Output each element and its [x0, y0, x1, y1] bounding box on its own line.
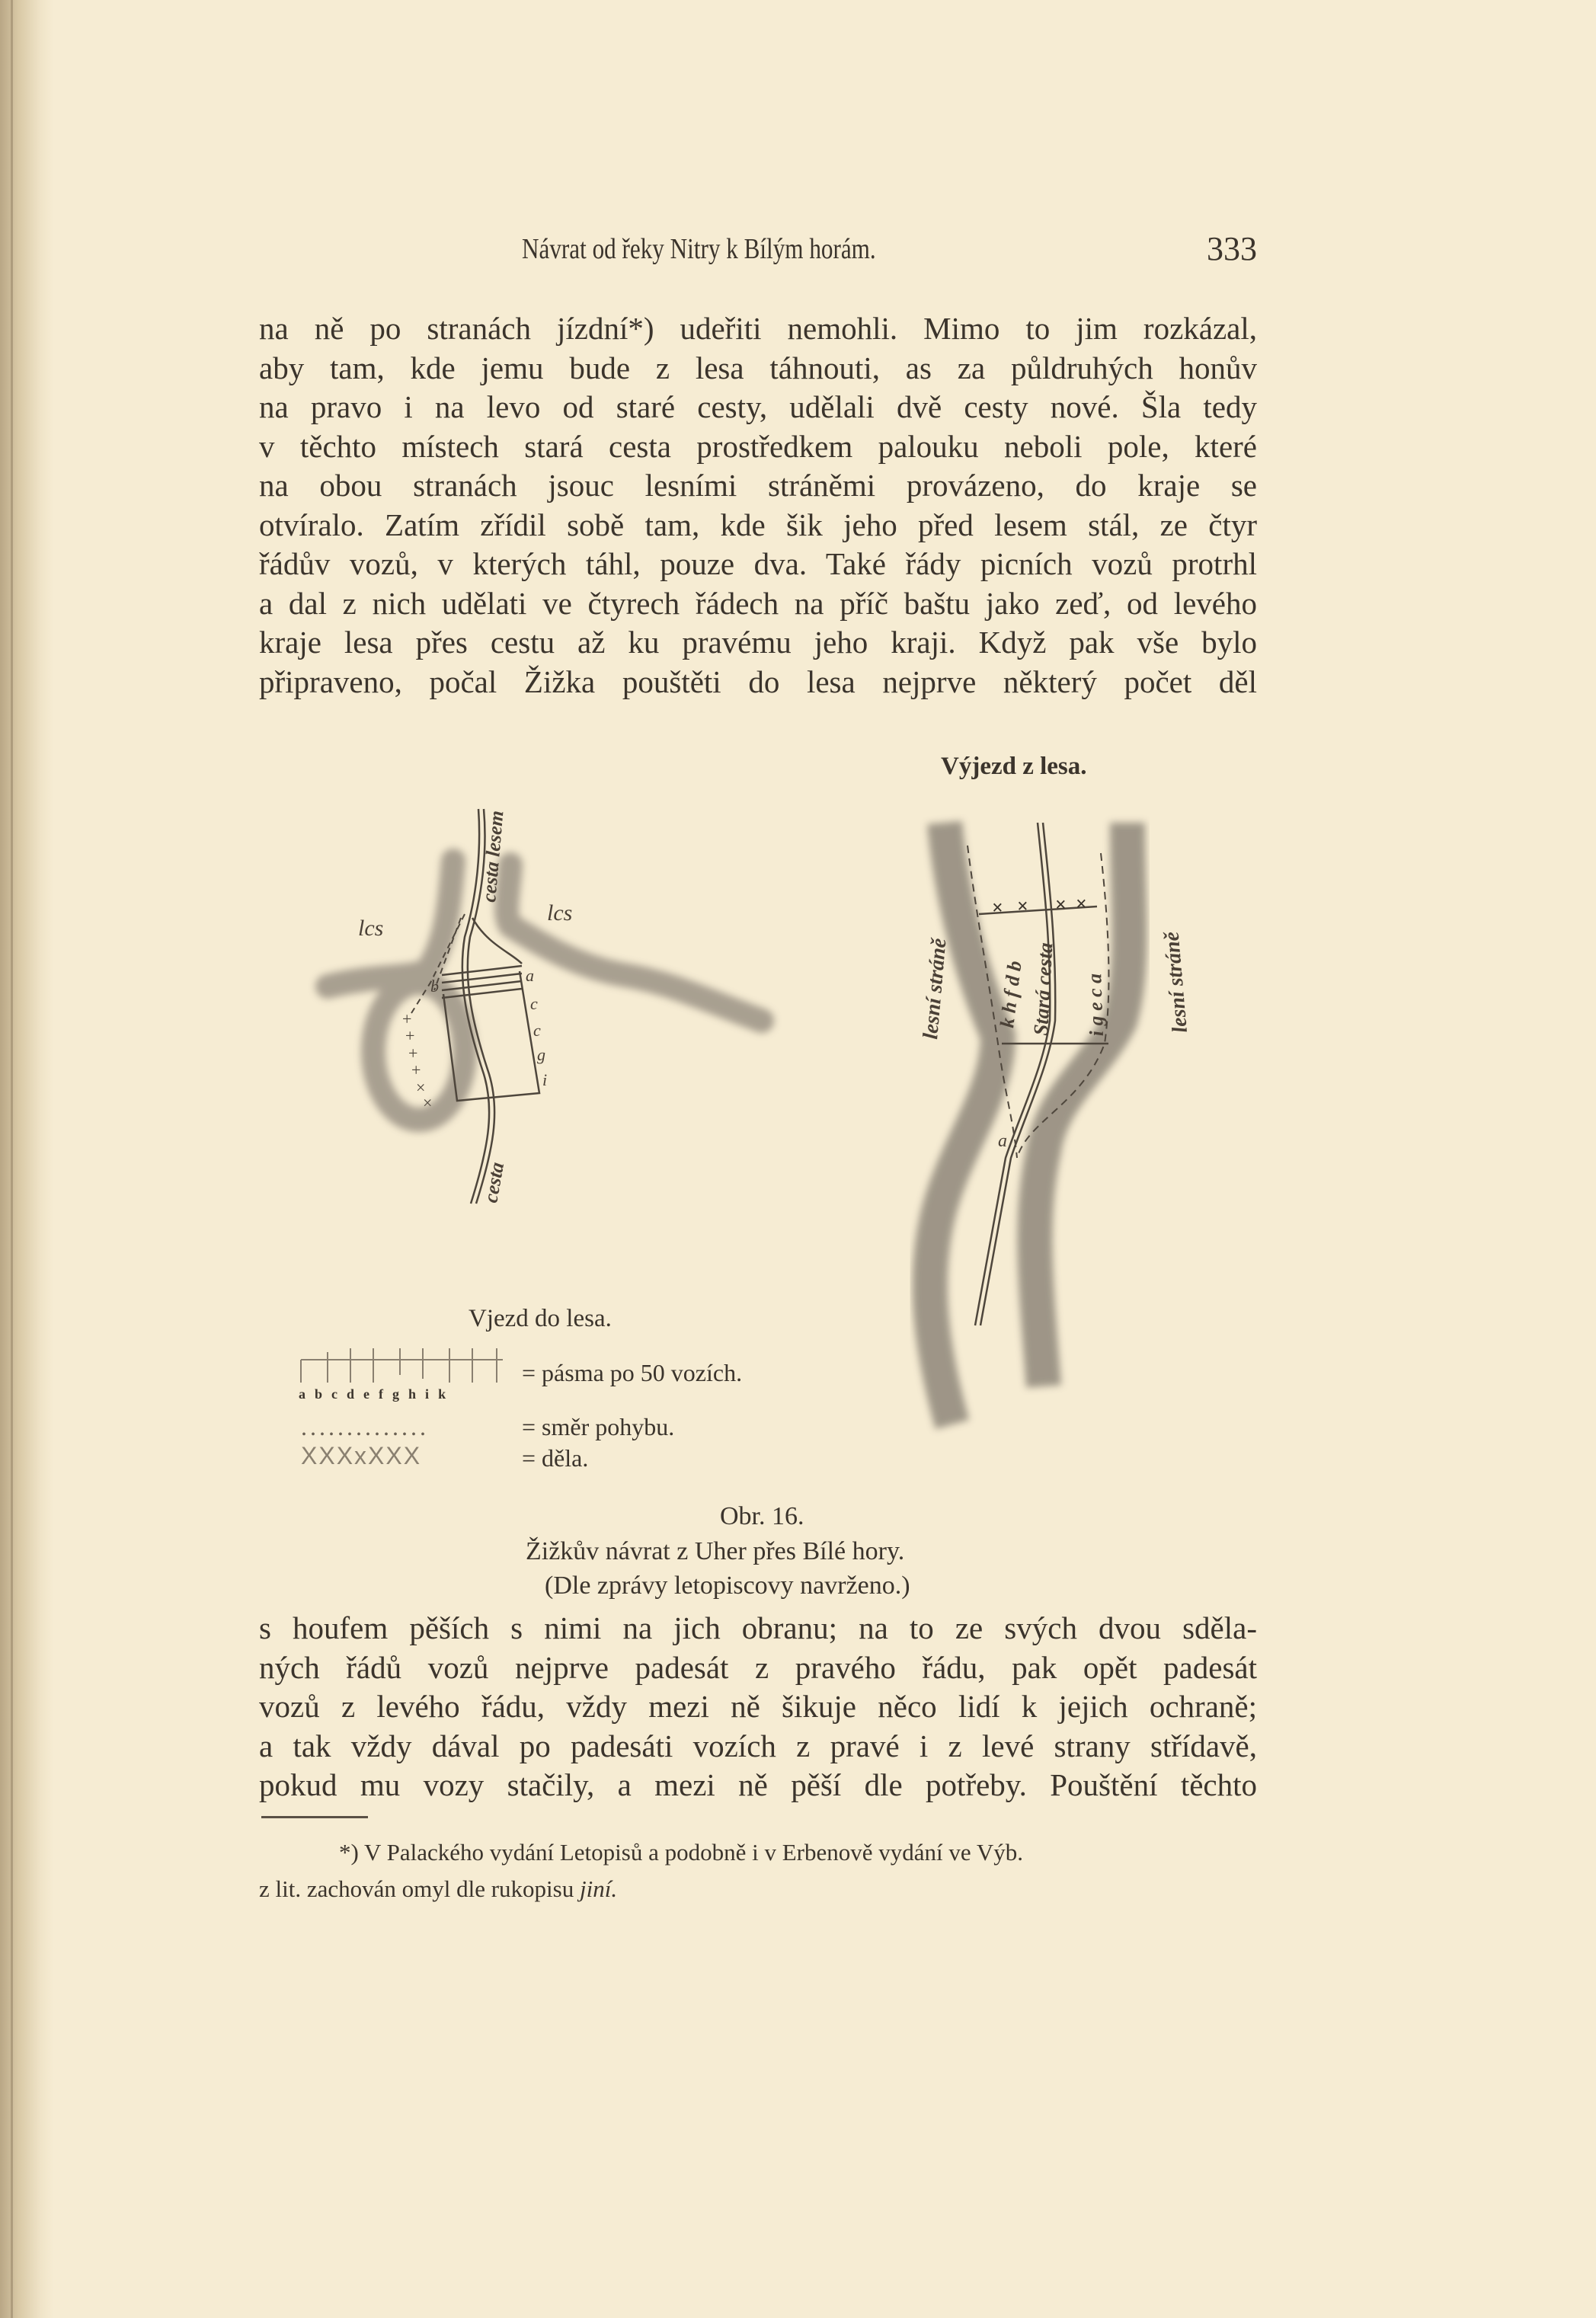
label-forest-right: lcs	[547, 900, 573, 926]
svg-text:×: ×	[1076, 893, 1087, 915]
paragraph-bottom	[259, 1609, 1257, 1805]
legend-dots: ..............	[301, 1413, 429, 1440]
footnote-line	[259, 1871, 1257, 1907]
svg-text:+: +	[402, 1009, 412, 1028]
label-a: a	[998, 1131, 1007, 1151]
text-line: a dal z nich udělati ve čtyrech řádech na příč baštu jako zeď, od levého	[259, 585, 1257, 621]
legend-bands: = pásma po 50 vozích.	[522, 1359, 743, 1386]
text-line: kraje lesa přes cestu až ku pravému jeho kraji. Když pak vše bylo	[259, 625, 1257, 660]
footnote	[259, 1834, 1257, 1907]
label-slope-right: lesní stráně	[1159, 930, 1192, 1034]
figure-right-title: Výjezd z lesa.	[941, 753, 1087, 780]
label-a: a	[526, 966, 534, 985]
text-line: připraveno, počal Žižka pouštěti do lesa nejprve některý počet děl	[259, 663, 1257, 699]
text-line: na obou stranách jsouc lesními stráněmi provázeno, do kraje se	[259, 468, 1257, 503]
footnote-italic: jiní.	[579, 1875, 618, 1902]
figure-number: Obr. 16.	[720, 1502, 804, 1530]
legend-cannons: = děla.	[522, 1444, 589, 1472]
figure-exit-map	[861, 792, 1242, 1478]
label-forest-left: lcs	[358, 916, 384, 941]
text-line: s houfem pěších s nimi na jich obranu; na to ze svých dvou sděla-	[259, 1610, 1257, 1645]
svg-text:×: ×	[416, 1078, 426, 1097]
svg-text:+: +	[408, 1044, 418, 1063]
book-gutter	[0, 0, 53, 2318]
text-line: řádův vozů, v kterých táhl, pouze dva. Také řády picních vozů protrhl	[259, 546, 1257, 581]
figure-caption: Žižkův návrat z Uher přes Bílé hory.	[526, 1537, 905, 1565]
text-line: a tak vždy dával po padesáti vozích z pravé i z levé strany střídavě,	[259, 1728, 1257, 1763]
label-g: g	[537, 1045, 545, 1064]
label-road: cesta	[479, 1160, 509, 1205]
text-line: otvíralo. Zatím zřídil sobě tam, kde šik jeho před lesem stál, ze čtyr	[259, 507, 1257, 542]
label-slope-left: lesní stráně	[919, 937, 952, 1041]
figure-entry-map	[305, 792, 792, 1280]
label-left-letters: k h f d b	[996, 959, 1026, 1029]
text-line: pokud mu vozy stačily, a mezi ně pěší dle potřeby. Pouštění těchto	[259, 1767, 1257, 1802]
text-line: na pravo i na levo od staré cesty, udělali dvě cesty nové. Šla tedy	[259, 389, 1257, 424]
label-old-road: Stará cesta	[1029, 942, 1057, 1037]
label-c: c	[533, 1021, 541, 1040]
footnote-rule	[261, 1816, 368, 1818]
text-line: vozů z levého řádu, vždy mezi ně šikuje něco lidí k jejich ochraně;	[259, 1689, 1257, 1724]
svg-text:×: ×	[1055, 894, 1067, 916]
figure-subcaption: (Dle zprávy letopiscovy navrženo.)	[545, 1571, 910, 1600]
svg-text:×: ×	[992, 897, 1003, 919]
footnote-text: z lit. zachován omyl dle rukopisu	[259, 1875, 580, 1902]
svg-text:×: ×	[1017, 895, 1028, 917]
label-i: i	[542, 1070, 548, 1089]
figure-left-title: Vjezd do lesa.	[469, 1305, 612, 1332]
cannons	[992, 893, 1087, 919]
svg-text:+: +	[405, 1026, 415, 1045]
artillery-crosses	[402, 1009, 432, 1112]
label-right-letters: i g e c a	[1083, 973, 1108, 1037]
svg-text:+: +	[411, 1060, 421, 1079]
footnote-line: *) V Palackého vydání Letopisů a podobně i v Erbenově vydání ve Výb.	[339, 1839, 1023, 1866]
paragraph-top	[259, 309, 1257, 702]
label-b: b	[430, 977, 439, 996]
text-line: ných řádů vozů nejprve padesát z pravého řádu, pak opět padesát	[259, 1649, 1257, 1685]
forest-slopes	[930, 823, 1130, 1424]
legend-direction: = směr pohybu.	[522, 1413, 675, 1440]
text-line: na ně po stranách jízdní*) udeřiti nemohli. Mimo to jim rozkázal,	[259, 311, 1257, 346]
running-header	[259, 232, 1257, 278]
page-number: 333	[1207, 230, 1257, 267]
legend-letters: abcdefghik	[299, 1386, 456, 1402]
svg-text:×: ×	[423, 1093, 433, 1112]
label-road-forest: cesta lesem	[478, 809, 508, 903]
text-line: v těchto místech stará cesta prostředkem palouku neboli pole, které	[259, 428, 1257, 464]
page-edge	[11, 0, 13, 2318]
text-line: aby tam, kde jemu bude z lesa táhnouti, as za půldruhých honův	[259, 350, 1257, 385]
label-c: c	[530, 994, 538, 1013]
running-title: Návrat od řeky Nitry k Bílým horám.	[522, 233, 876, 265]
legend-cannon-symbols: XXXxXXX	[301, 1442, 422, 1469]
